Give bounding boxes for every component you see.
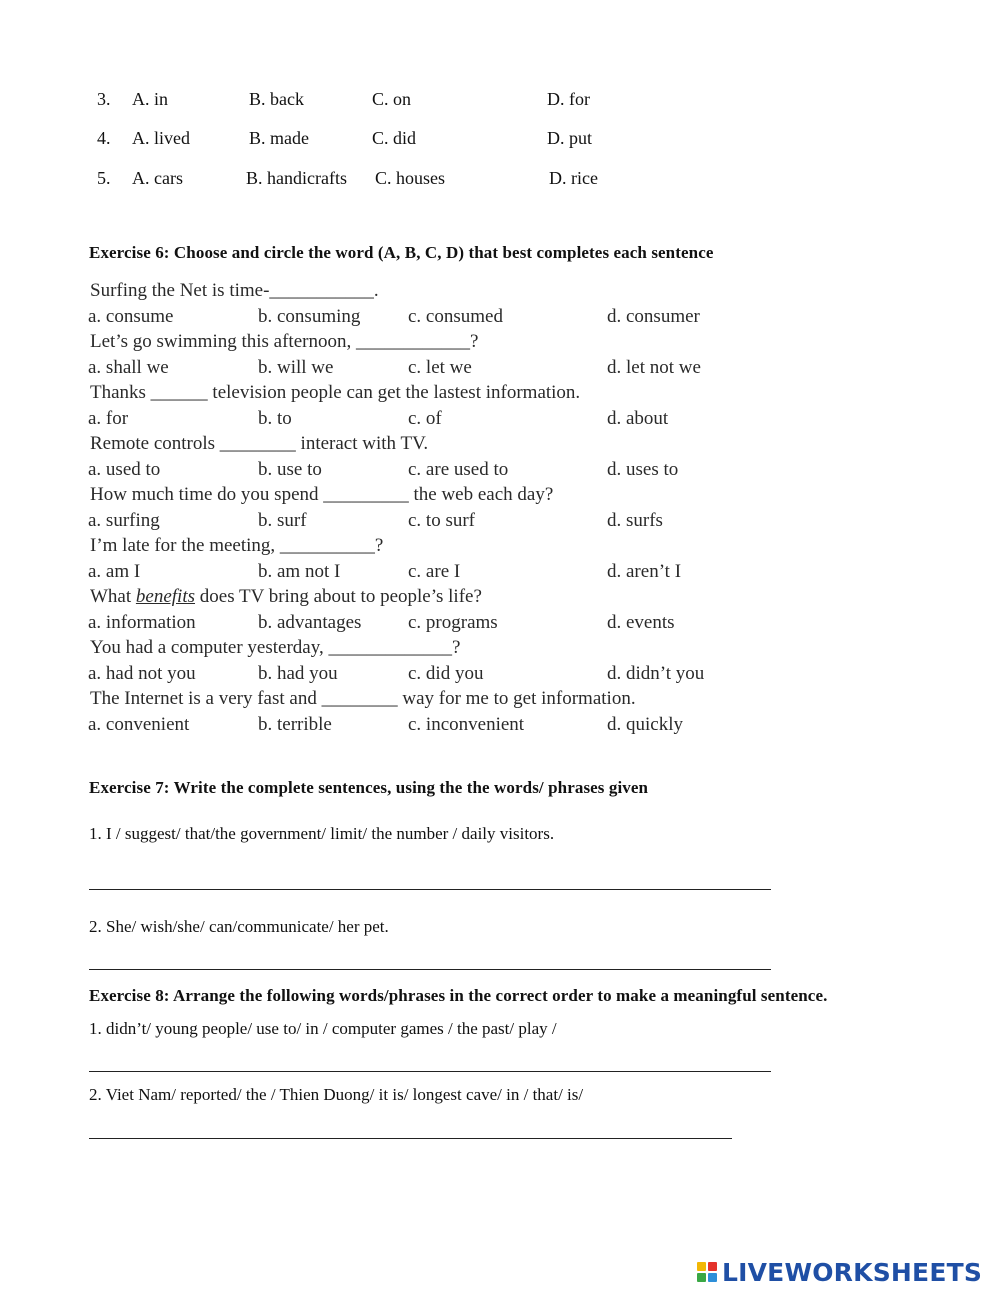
ex7-answer-line[interactable]: [89, 969, 771, 970]
ex8-heading: Exercise 8: Arrange the following words/phrases in the correct order to make a meaningful sentence.: [89, 986, 828, 1005]
ex6-option-b[interactable]: b. will we: [258, 357, 334, 378]
ex6-option-b[interactable]: b. consuming: [258, 306, 361, 327]
ex6-option-a[interactable]: a. for: [88, 408, 129, 429]
ex5-option-b[interactable]: B. made: [249, 128, 309, 148]
ex6-heading: Exercise 6: Choose and circle the word (A, B, C, D) that best completes each sentence: [89, 243, 714, 262]
ex6-option-c[interactable]: c. consumed: [408, 306, 503, 327]
ex6-option-d[interactable]: d. aren’t I: [607, 561, 682, 582]
ex5-option-d[interactable]: D. put: [547, 128, 592, 148]
ex5-option-c[interactable]: C. did: [372, 128, 417, 148]
logo-block: [708, 1262, 717, 1271]
ex6-option-d[interactable]: d. events: [607, 612, 675, 633]
ex6-option-d[interactable]: d. didn’t you: [607, 663, 705, 684]
ex6-question: You had a computer yesterday, _____________?: [90, 637, 461, 658]
ex5-row-num: 4.: [97, 128, 111, 148]
ex6-option-c[interactable]: c. of: [408, 408, 442, 429]
ex6-question-emphasis: benefits: [135, 586, 196, 607]
ex6-option-a[interactable]: a. surfing: [88, 510, 160, 531]
ex6-option-b[interactable]: b. to: [258, 408, 292, 429]
ex6-question: The Internet is a very fast and ________ way for me to get information.: [90, 688, 636, 709]
ex6-question: Remote controls ________ interact with TV.: [90, 433, 429, 454]
ex5-option-d[interactable]: D. for: [547, 89, 590, 109]
ex8-item: 2. Viet Nam/ reported/ the / Thien Duong/ it is/ longest cave/ in / that/ is/: [89, 1085, 584, 1104]
ex6-question-post: does TV bring about to people’s life?: [195, 586, 482, 607]
ex6-option-c[interactable]: c. let we: [408, 357, 472, 378]
ex6-option-a[interactable]: a. consume: [88, 306, 174, 327]
liveworksheets-logo: [697, 1258, 982, 1286]
logo-block: [697, 1262, 706, 1271]
ex6-option-a[interactable]: a. information: [88, 612, 196, 633]
ex5-option-d[interactable]: D. rice: [549, 168, 598, 188]
ex6-option-d[interactable]: d. quickly: [607, 714, 683, 735]
ex6-option-b[interactable]: b. am not I: [258, 561, 341, 582]
ex6-question: Thanks ______ television people can get the lastest information.: [90, 382, 581, 403]
ex5-option-c[interactable]: C. houses: [375, 168, 446, 188]
ex7-heading: Exercise 7: Write the complete sentences, using the the words/ phrases given: [89, 778, 649, 797]
ex6-option-a[interactable]: a. shall we: [88, 357, 169, 378]
ex6-option-c[interactable]: c. are used to: [408, 459, 509, 480]
ex6-option-c[interactable]: c. did you: [408, 663, 484, 684]
ex6-option-b[interactable]: b. advantages: [258, 612, 362, 633]
ex6-option-d[interactable]: d. let not we: [607, 357, 701, 378]
ex6-option-b[interactable]: b. surf: [258, 510, 307, 531]
ex6-option-a[interactable]: a. am I: [88, 561, 141, 582]
ex6-option-b[interactable]: b. terrible: [258, 714, 332, 735]
logo-block: [708, 1273, 717, 1282]
ex5-option-b[interactable]: B. handicrafts: [246, 168, 347, 188]
logo-block: [697, 1273, 706, 1282]
ex5-row-num: 3.: [97, 89, 111, 109]
logo-mark-icon: [697, 1262, 717, 1282]
ex6-option-c[interactable]: c. to surf: [408, 510, 476, 531]
ex6-question: Let’s go swimming this afternoon, ____________?: [90, 331, 479, 352]
ex6-option-c[interactable]: c. inconvenient: [408, 714, 525, 735]
ex6-question: [90, 586, 482, 608]
ex8-answer-line[interactable]: [89, 1138, 732, 1139]
ex7-item: 1. I / suggest/ that/the government/ limit/ the number / daily visitors.: [89, 824, 555, 843]
ex6-question: Surfing the Net is time-___________.: [90, 280, 379, 301]
ex6-question-pre: What: [90, 586, 136, 607]
ex6-option-a[interactable]: a. used to: [88, 459, 161, 480]
ex6-option-b[interactable]: b. use to: [258, 459, 322, 480]
ex7-item: 2. She/ wish/she/ can/communicate/ her pet.: [89, 917, 389, 936]
ex7-answer-line[interactable]: [89, 889, 771, 890]
ex6-option-c[interactable]: c. programs: [408, 612, 498, 633]
ex6-option-b[interactable]: b. had you: [258, 663, 338, 684]
ex5-option-a[interactable]: A. in: [132, 89, 168, 109]
ex8-answer-line[interactable]: [89, 1071, 771, 1072]
ex6-option-c[interactable]: c. are I: [408, 561, 461, 582]
ex5-option-a[interactable]: A. cars: [132, 168, 183, 188]
ex6-option-a[interactable]: a. convenient: [88, 714, 190, 735]
ex6-option-d[interactable]: d. about: [607, 408, 669, 429]
ex6-option-d[interactable]: d. uses to: [607, 459, 679, 480]
ex6-option-a[interactable]: a. had not you: [88, 663, 196, 684]
logo-text: LIVEWORKSHEETS: [722, 1257, 983, 1287]
ex5-row-num: 5.: [97, 168, 111, 188]
ex6-option-d[interactable]: d. surfs: [607, 510, 663, 531]
ex5-option-a[interactable]: A. lived: [132, 128, 190, 148]
ex5-option-b[interactable]: B. back: [249, 89, 304, 109]
ex6-option-d[interactable]: d. consumer: [607, 306, 700, 327]
ex5-option-c[interactable]: C. on: [372, 89, 412, 109]
ex6-question: How much time do you spend _________ the web each day?: [90, 484, 554, 505]
ex6-question: I’m late for the meeting, __________?: [90, 535, 384, 556]
ex8-item: 1. didn’t/ young people/ use to/ in / computer games / the past/ play /: [89, 1019, 557, 1038]
